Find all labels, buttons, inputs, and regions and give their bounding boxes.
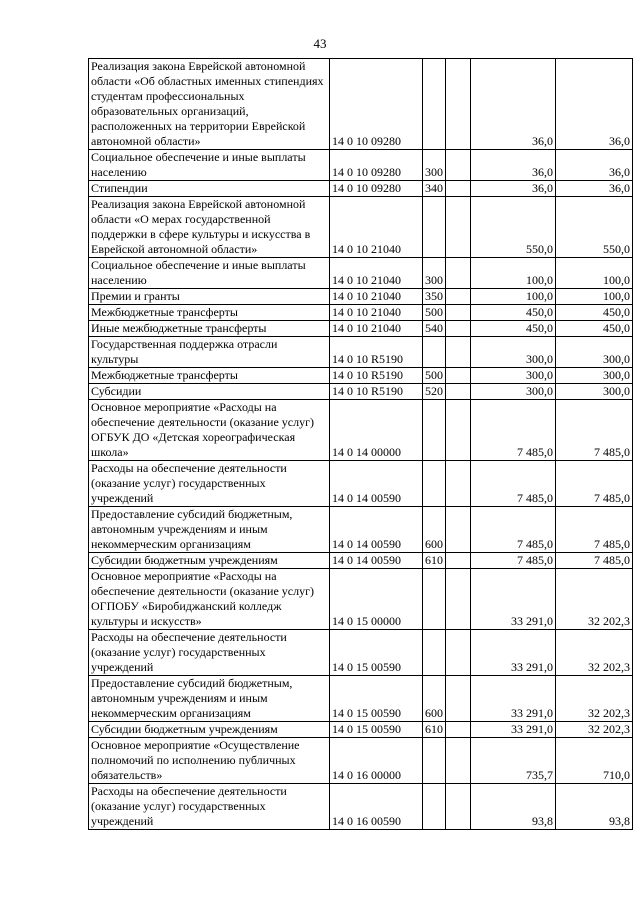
table-row — [89, 784, 633, 830]
table-row — [89, 150, 633, 181]
table-row — [89, 507, 633, 553]
row-target-code-cell: 14 0 14 00590 — [330, 553, 423, 569]
row-amount-second-cell: 7 485,0 — [556, 507, 633, 553]
row-target-code-cell: 14 0 15 00000 — [330, 569, 423, 630]
row-name-cell: Основное мероприятие «Расходы на обеспечение деятельности (оказание услуг) ОГБУК ДО «Детская хореографическая школа» — [89, 400, 330, 461]
row-amount-second-cell: 300,0 — [556, 337, 633, 368]
row-amount-second-cell: 93,8 — [556, 784, 633, 830]
row-expense-type-cell: 500 — [423, 368, 446, 384]
table-row — [89, 197, 633, 258]
row-name-cell: Субсидии бюджетным учреждениям — [89, 553, 330, 569]
row-expense-type-cell: 300 — [423, 258, 446, 289]
row-empty-cell — [446, 321, 471, 337]
row-empty-cell — [446, 553, 471, 569]
row-amount-first-cell: 100,0 — [471, 289, 556, 305]
row-empty-cell — [446, 738, 471, 784]
row-name-cell: Премии и гранты — [89, 289, 330, 305]
row-target-code-cell: 14 0 10 R5190 — [330, 384, 423, 400]
row-amount-second-cell: 100,0 — [556, 258, 633, 289]
table-row — [89, 553, 633, 569]
row-name-cell: Межбюджетные трансферты — [89, 305, 330, 321]
row-name-cell: Основное мероприятие «Расходы на обеспечение деятельности (оказание услуг) ОГПОБУ «Биробиджанский колледж культуры и искусств» — [89, 569, 330, 630]
row-empty-cell — [446, 630, 471, 676]
row-amount-first-cell: 300,0 — [471, 368, 556, 384]
row-empty-cell — [446, 384, 471, 400]
table-row — [89, 722, 633, 738]
row-empty-cell — [446, 258, 471, 289]
row-amount-second-cell: 32 202,3 — [556, 569, 633, 630]
row-empty-cell — [446, 305, 471, 321]
row-amount-second-cell: 32 202,3 — [556, 630, 633, 676]
row-name-cell: Расходы на обеспечение деятельности (оказание услуг) государственных учреждений — [89, 461, 330, 507]
row-amount-first-cell: 100,0 — [471, 258, 556, 289]
row-amount-second-cell: 300,0 — [556, 368, 633, 384]
row-amount-first-cell: 7 485,0 — [471, 461, 556, 507]
row-amount-first-cell: 33 291,0 — [471, 569, 556, 630]
row-empty-cell — [446, 507, 471, 553]
row-target-code-cell: 14 0 14 00000 — [330, 400, 423, 461]
row-amount-second-cell: 100,0 — [556, 289, 633, 305]
row-target-code-cell: 14 0 14 00590 — [330, 507, 423, 553]
table-row — [89, 384, 633, 400]
row-name-cell: Социальное обеспечение и иные выплаты населению — [89, 258, 330, 289]
table-row — [89, 368, 633, 384]
row-name-cell: Социальное обеспечение и иные выплаты населению — [89, 150, 330, 181]
row-expense-type-cell: 340 — [423, 181, 446, 197]
row-amount-second-cell: 710,0 — [556, 738, 633, 784]
row-target-code-cell: 14 0 10 21040 — [330, 305, 423, 321]
row-amount-second-cell: 32 202,3 — [556, 676, 633, 722]
row-name-cell: Основное мероприятие «Осуществление полномочий по исполнению публичных обязательств» — [89, 738, 330, 784]
table-row — [89, 337, 633, 368]
row-name-cell: Реализация закона Еврейской автономной области «Об областных именных стипендиях студентам профессиональных образовательных организаций, расположенных на территории Еврейской автономной области» — [89, 59, 330, 150]
row-amount-first-cell: 36,0 — [471, 59, 556, 150]
row-target-code-cell: 14 0 10 09280 — [330, 59, 423, 150]
table-row — [89, 289, 633, 305]
row-amount-first-cell: 7 485,0 — [471, 400, 556, 461]
row-amount-first-cell: 550,0 — [471, 197, 556, 258]
row-amount-second-cell: 450,0 — [556, 305, 633, 321]
row-empty-cell — [446, 461, 471, 507]
page-number: 43 — [313, 36, 327, 51]
table-row — [89, 400, 633, 461]
table-row — [89, 258, 633, 289]
row-expense-type-cell — [423, 197, 446, 258]
row-target-code-cell: 14 0 10 R5190 — [330, 337, 423, 368]
row-amount-second-cell: 36,0 — [556, 59, 633, 150]
row-target-code-cell: 14 0 10 21040 — [330, 197, 423, 258]
row-expense-type-cell: 610 — [423, 553, 446, 569]
row-expense-type-cell — [423, 630, 446, 676]
budget-table-body — [89, 59, 633, 830]
row-target-code-cell: 14 0 15 00590 — [330, 630, 423, 676]
table-row — [89, 59, 633, 150]
row-target-code-cell: 14 0 10 09280 — [330, 181, 423, 197]
row-target-code-cell: 14 0 10 21040 — [330, 289, 423, 305]
table-row — [89, 305, 633, 321]
row-expense-type-cell: 610 — [423, 722, 446, 738]
row-name-cell: Межбюджетные трансферты — [89, 368, 330, 384]
row-empty-cell — [446, 676, 471, 722]
budget-table — [88, 58, 633, 830]
row-empty-cell — [446, 337, 471, 368]
row-expense-type-cell: 350 — [423, 289, 446, 305]
row-name-cell: Субсидии — [89, 384, 330, 400]
row-amount-second-cell: 32 202,3 — [556, 722, 633, 738]
row-amount-first-cell: 36,0 — [471, 181, 556, 197]
table-row — [89, 181, 633, 197]
row-expense-type-cell — [423, 784, 446, 830]
row-expense-type-cell: 300 — [423, 150, 446, 181]
row-target-code-cell: 14 0 10 R5190 — [330, 368, 423, 384]
table-row — [89, 738, 633, 784]
row-amount-first-cell: 93,8 — [471, 784, 556, 830]
row-amount-second-cell: 550,0 — [556, 197, 633, 258]
row-expense-type-cell — [423, 569, 446, 630]
row-amount-first-cell: 7 485,0 — [471, 507, 556, 553]
row-target-code-cell: 14 0 14 00590 — [330, 461, 423, 507]
row-amount-first-cell: 33 291,0 — [471, 722, 556, 738]
row-amount-first-cell: 735,7 — [471, 738, 556, 784]
row-expense-type-cell: 520 — [423, 384, 446, 400]
row-amount-second-cell: 300,0 — [556, 384, 633, 400]
row-empty-cell — [446, 784, 471, 830]
table-row — [89, 676, 633, 722]
row-amount-first-cell: 7 485,0 — [471, 553, 556, 569]
row-empty-cell — [446, 59, 471, 150]
row-name-cell: Расходы на обеспечение деятельности (оказание услуг) государственных учреждений — [89, 630, 330, 676]
row-target-code-cell: 14 0 16 00590 — [330, 784, 423, 830]
row-amount-second-cell: 7 485,0 — [556, 461, 633, 507]
row-expense-type-cell — [423, 337, 446, 368]
row-empty-cell — [446, 722, 471, 738]
row-expense-type-cell: 600 — [423, 507, 446, 553]
row-name-cell: Реализация закона Еврейской автономной области «О мерах государственной поддержки в сфере культуры и искусства в Еврейской автономной области» — [89, 197, 330, 258]
row-empty-cell — [446, 197, 471, 258]
row-amount-second-cell: 36,0 — [556, 181, 633, 197]
row-amount-first-cell: 36,0 — [471, 150, 556, 181]
row-name-cell: Государственная поддержка отрасли культуры — [89, 337, 330, 368]
row-empty-cell — [446, 569, 471, 630]
table-row — [89, 569, 633, 630]
row-expense-type-cell — [423, 400, 446, 461]
row-amount-first-cell: 33 291,0 — [471, 676, 556, 722]
row-expense-type-cell — [423, 59, 446, 150]
row-name-cell: Предоставление субсидий бюджетным, автономным учреждениям и иным некоммерческим организациям — [89, 676, 330, 722]
row-empty-cell — [446, 150, 471, 181]
row-target-code-cell: 14 0 10 09280 — [330, 150, 423, 181]
row-empty-cell — [446, 181, 471, 197]
row-target-code-cell: 14 0 15 00590 — [330, 676, 423, 722]
row-target-code-cell: 14 0 16 00000 — [330, 738, 423, 784]
table-row — [89, 461, 633, 507]
row-name-cell: Предоставление субсидий бюджетным, автономным учреждениям и иным некоммерческим организациям — [89, 507, 330, 553]
row-name-cell: Расходы на обеспечение деятельности (оказание услуг) государственных учреждений — [89, 784, 330, 830]
row-empty-cell — [446, 368, 471, 384]
row-expense-type-cell: 600 — [423, 676, 446, 722]
row-empty-cell — [446, 400, 471, 461]
row-amount-first-cell: 300,0 — [471, 337, 556, 368]
row-amount-first-cell: 300,0 — [471, 384, 556, 400]
row-target-code-cell: 14 0 15 00590 — [330, 722, 423, 738]
row-name-cell: Стипендии — [89, 181, 330, 197]
row-name-cell: Субсидии бюджетным учреждениям — [89, 722, 330, 738]
row-amount-first-cell: 450,0 — [471, 305, 556, 321]
row-expense-type-cell — [423, 738, 446, 784]
row-name-cell: Иные межбюджетные трансферты — [89, 321, 330, 337]
row-amount-first-cell: 33 291,0 — [471, 630, 556, 676]
row-amount-second-cell: 7 485,0 — [556, 553, 633, 569]
row-target-code-cell: 14 0 10 21040 — [330, 321, 423, 337]
row-amount-second-cell: 450,0 — [556, 321, 633, 337]
row-target-code-cell: 14 0 10 21040 — [330, 258, 423, 289]
row-expense-type-cell — [423, 461, 446, 507]
row-empty-cell — [446, 289, 471, 305]
row-expense-type-cell: 540 — [423, 321, 446, 337]
row-expense-type-cell: 500 — [423, 305, 446, 321]
table-row — [89, 321, 633, 337]
row-amount-second-cell: 36,0 — [556, 150, 633, 181]
row-amount-first-cell: 450,0 — [471, 321, 556, 337]
row-amount-second-cell: 7 485,0 — [556, 400, 633, 461]
table-row — [89, 630, 633, 676]
